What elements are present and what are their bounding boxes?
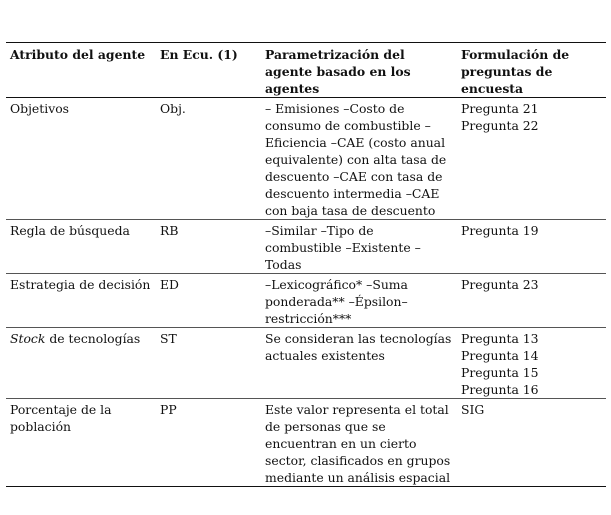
- pregunta-item: Pregunta 19: [461, 223, 539, 238]
- pregunta-item: Pregunta 21: [461, 101, 539, 116]
- cell-parametrizacion: Se consideran las tecnologías actuales existentes: [265, 331, 452, 363]
- cell-parametrizacion: –Lexicográfico* –Suma ponderada** –Épsilon–restricción***: [265, 277, 408, 326]
- cell-preguntas: [457, 328, 606, 399]
- cell-parametrizacion: Este valor representa el total de personas que se encuentran en un cierto sector, clasificados en grupos mediante un análisis espacial: [265, 402, 451, 485]
- cell-preguntas: [457, 220, 606, 274]
- pregunta-item: Pregunta 23: [461, 277, 539, 292]
- cell-preguntas: [457, 98, 606, 220]
- table-row: [6, 220, 606, 274]
- table-row: [6, 98, 606, 220]
- cell-atributo: [6, 328, 156, 399]
- cell-ecuacion: Obj.: [160, 101, 186, 116]
- cell-ecuacion: PP: [160, 402, 177, 417]
- pregunta-item: Pregunta 14: [461, 348, 539, 363]
- header-atributo: Atributo del agente: [10, 47, 146, 62]
- cell-atributo: Objetivos: [10, 101, 70, 116]
- pregunta-item: Pregunta 22: [461, 118, 539, 133]
- pregunta-item: Pregunta 13: [461, 331, 539, 346]
- cell-preguntas: [457, 274, 606, 328]
- cell-atributo: Estrategia de decisión: [10, 277, 151, 292]
- cell-parametrizacion: –Similar –Tipo de combustible –Existente –Todas: [265, 223, 421, 272]
- table-row: [6, 328, 606, 399]
- cell-atributo: Porcentaje de la población: [10, 402, 112, 434]
- cell-preguntas: [457, 399, 606, 487]
- cell-atributo: Regla de búsqueda: [10, 223, 130, 238]
- cell-ecuacion: ST: [160, 331, 177, 346]
- atributo-rest: de tecnologías: [45, 331, 141, 346]
- stock-italic-word: Stock: [10, 331, 46, 346]
- cell-parametrizacion: – Emisiones –Costo de consumo de combustible –Eficiencia –CAE (costo anual equivalente) con alta tasa de descuento –CAE con tasa de descuento intermedia –CAE con baja tasa de descuento: [265, 101, 447, 218]
- table-header-row: [6, 43, 606, 98]
- header-parametrizacion: Parametrización del agente basado en los agentes: [265, 47, 411, 96]
- cell-ecuacion: RB: [160, 223, 179, 238]
- pregunta-item: Pregunta 15: [461, 365, 539, 380]
- table-row: [6, 274, 606, 328]
- table-row: [6, 399, 606, 487]
- pregunta-item: SIG: [461, 402, 485, 417]
- cell-ecuacion: ED: [160, 277, 179, 292]
- header-preguntas: Formulación de preguntas de encuesta: [461, 47, 570, 96]
- agent-attributes-table: [6, 42, 606, 487]
- header-ecuacion: En Ecu. (1): [160, 47, 238, 62]
- pregunta-item: Pregunta 16: [461, 382, 539, 397]
